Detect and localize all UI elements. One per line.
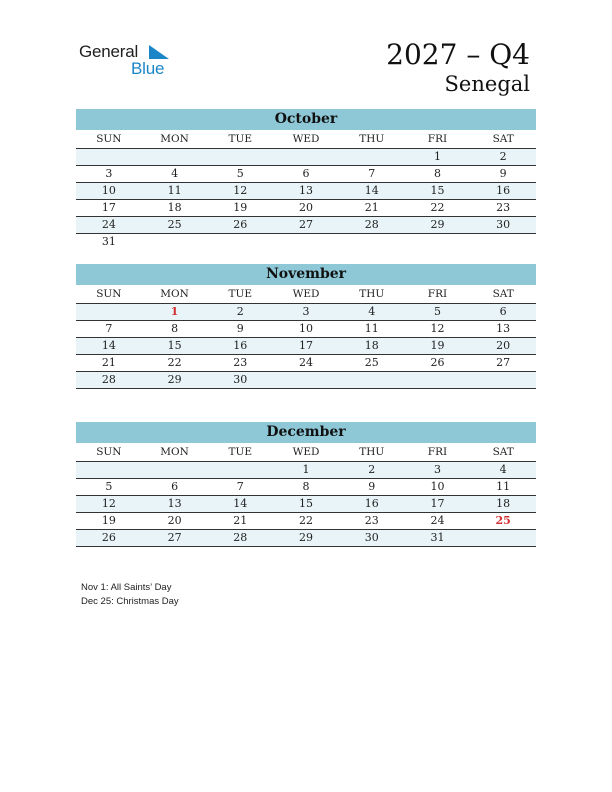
day-cell: 6 — [302, 167, 310, 180]
day-cell — [142, 234, 208, 250]
weekday-label: TUE — [228, 446, 253, 458]
day-cell: 4 — [499, 463, 507, 476]
weekday-header-row — [76, 285, 536, 304]
day-cell: 27 — [167, 531, 182, 544]
day-cell: 16 — [233, 339, 248, 352]
day-cell: 31 — [430, 531, 445, 544]
week-row — [76, 479, 536, 496]
day-cell: 24 — [299, 356, 314, 369]
day-cell — [76, 149, 142, 165]
week-row — [76, 496, 536, 513]
day-cell: 19 — [233, 201, 248, 214]
day-cell: 21 — [101, 356, 116, 369]
day-cell — [76, 462, 142, 478]
day-cell: 5 — [433, 305, 441, 318]
week-row — [76, 234, 536, 250]
day-cell: 8 — [171, 322, 179, 335]
weekday-label: WED — [292, 133, 320, 145]
day-cell: 20 — [167, 514, 182, 527]
day-cell — [76, 304, 142, 320]
day-cell: 9 — [499, 167, 507, 180]
day-cell — [339, 372, 405, 388]
day-cell: 12 — [430, 322, 445, 335]
week-row — [76, 217, 536, 234]
day-cell: 25 — [364, 356, 379, 369]
day-cell: 8 — [433, 167, 441, 180]
day-cell: 29 — [299, 531, 314, 544]
day-cell — [470, 372, 536, 388]
weekday-label: SUN — [96, 446, 122, 458]
day-cell: 24 — [101, 218, 116, 231]
day-cell: 4 — [368, 305, 376, 318]
day-cell: 26 — [233, 218, 248, 231]
holiday-notes — [81, 581, 179, 609]
logo-blue-text: Blue — [131, 59, 165, 78]
day-cell: 17 — [101, 201, 116, 214]
day-cell: 18 — [167, 201, 182, 214]
day-cell: 31 — [101, 235, 116, 248]
day-cell: 12 — [101, 497, 116, 510]
week-row — [76, 183, 536, 200]
day-cell: 27 — [496, 356, 511, 369]
weekday-label: MON — [160, 288, 189, 300]
day-cell — [207, 462, 273, 478]
day-cell: 5 — [236, 167, 244, 180]
day-cell: 22 — [430, 201, 445, 214]
weekday-header-row — [76, 130, 536, 149]
day-cell — [339, 149, 405, 165]
day-cell: 20 — [496, 339, 511, 352]
day-cell: 7 — [368, 167, 376, 180]
day-cell: 26 — [430, 356, 445, 369]
day-cell: 22 — [299, 514, 314, 527]
weekday-label: WED — [292, 288, 320, 300]
day-cell: 3 — [433, 463, 441, 476]
month-october — [76, 109, 536, 250]
month-december — [76, 422, 536, 547]
day-cell — [207, 234, 273, 250]
day-cell: 28 — [233, 531, 248, 544]
day-cell: 3 — [105, 167, 113, 180]
week-row — [76, 513, 536, 530]
day-cell — [470, 530, 536, 546]
week-row — [76, 321, 536, 338]
day-cell: 11 — [167, 184, 182, 197]
day-cell: 13 — [496, 322, 511, 335]
weekday-label: THU — [359, 446, 385, 458]
day-cell: 20 — [299, 201, 314, 214]
day-cell: 21 — [233, 514, 248, 527]
holiday-note: Nov 1: All Saints’ Day — [81, 582, 172, 593]
month-header: October — [76, 109, 536, 130]
day-cell: 15 — [167, 339, 182, 352]
day-cell: 17 — [430, 497, 445, 510]
day-cell: 16 — [496, 184, 511, 197]
weekday-label: TUE — [228, 133, 253, 145]
day-cell: 15 — [430, 184, 445, 197]
week-row — [76, 338, 536, 355]
day-cell: 25 — [167, 218, 182, 231]
day-cell — [273, 149, 339, 165]
weekday-label: FRI — [427, 133, 448, 145]
country-name: Senegal — [444, 72, 530, 96]
day-cell: 27 — [299, 218, 314, 231]
day-cell: 5 — [105, 480, 113, 493]
day-cell: 18 — [496, 497, 511, 510]
weekday-label: FRI — [427, 446, 448, 458]
day-cell: 28 — [101, 373, 116, 386]
day-cell: 4 — [171, 167, 179, 180]
day-cell: 23 — [233, 356, 248, 369]
day-cell: 16 — [364, 497, 379, 510]
day-cell: 1 — [302, 463, 310, 476]
week-row — [76, 355, 536, 372]
day-cell — [207, 149, 273, 165]
month-header: December — [76, 422, 536, 443]
day-cell: 30 — [496, 218, 511, 231]
day-cell — [405, 372, 471, 388]
day-cell: 12 — [233, 184, 248, 197]
day-cell — [470, 234, 536, 250]
day-cell — [142, 149, 208, 165]
weekday-label: WED — [292, 446, 320, 458]
day-cell: 15 — [299, 497, 314, 510]
day-cell: 13 — [167, 497, 182, 510]
day-cell: 14 — [364, 184, 379, 197]
day-cell: 19 — [430, 339, 445, 352]
day-cell: 13 — [299, 184, 314, 197]
logo-triangle-icon — [149, 45, 169, 59]
weekday-label: THU — [359, 133, 385, 145]
day-cell — [339, 234, 405, 250]
day-cell: 23 — [364, 514, 379, 527]
day-cell: 30 — [364, 531, 379, 544]
weekday-label: SAT — [492, 288, 514, 300]
week-row — [76, 149, 536, 166]
day-cell: 30 — [233, 373, 248, 386]
day-cell: 11 — [496, 480, 511, 493]
day-cell: 24 — [430, 514, 445, 527]
week-row — [76, 462, 536, 479]
day-cell: 28 — [364, 218, 379, 231]
logo — [79, 42, 179, 82]
weekday-header-row — [76, 443, 536, 462]
day-cell: 14 — [233, 497, 248, 510]
week-row — [76, 200, 536, 217]
weekday-label: FRI — [427, 288, 448, 300]
day-cell: 14 — [101, 339, 116, 352]
day-cell: 2 — [236, 305, 244, 318]
day-cell — [405, 234, 471, 250]
day-cell: 26 — [101, 531, 116, 544]
day-cell: 9 — [368, 480, 376, 493]
day-cell — [273, 234, 339, 250]
day-cell: 25 — [495, 514, 511, 527]
weekday-label: TUE — [228, 288, 253, 300]
day-cell: 21 — [364, 201, 379, 214]
day-cell: 19 — [101, 514, 116, 527]
weekday-label: MON — [160, 133, 189, 145]
weekday-label: SAT — [492, 446, 514, 458]
day-cell: 10 — [430, 480, 445, 493]
week-row — [76, 304, 536, 321]
weekday-label: THU — [359, 288, 385, 300]
day-cell: 3 — [302, 305, 310, 318]
month-header: November — [76, 264, 536, 285]
week-row — [76, 372, 536, 389]
day-cell: 1 — [433, 150, 441, 163]
month-november — [76, 264, 536, 389]
weekday-label: MON — [160, 446, 189, 458]
week-row — [76, 166, 536, 183]
day-cell: 29 — [430, 218, 445, 231]
day-cell: 6 — [171, 480, 179, 493]
weekday-label: SAT — [492, 133, 514, 145]
weekday-label: SUN — [96, 288, 122, 300]
day-cell: 23 — [496, 201, 511, 214]
page-title: 2027 – Q4 — [386, 38, 530, 71]
day-cell: 9 — [236, 322, 244, 335]
day-cell — [142, 462, 208, 478]
day-cell: 7 — [105, 322, 113, 335]
weekday-label: SUN — [96, 133, 122, 145]
day-cell: 7 — [236, 480, 244, 493]
day-cell: 10 — [299, 322, 314, 335]
day-cell — [273, 372, 339, 388]
day-cell: 10 — [101, 184, 116, 197]
day-cell: 22 — [167, 356, 182, 369]
day-cell: 18 — [364, 339, 379, 352]
day-cell: 2 — [499, 150, 507, 163]
day-cell: 29 — [167, 373, 182, 386]
week-row — [76, 530, 536, 547]
day-cell: 2 — [368, 463, 376, 476]
day-cell: 17 — [299, 339, 314, 352]
day-cell: 11 — [364, 322, 379, 335]
holiday-note: Dec 25: Christmas Day — [81, 596, 179, 607]
logo-general-text: General — [79, 42, 139, 61]
day-cell: 6 — [499, 305, 507, 318]
day-cell: 1 — [170, 305, 179, 318]
day-cell: 8 — [302, 480, 310, 493]
